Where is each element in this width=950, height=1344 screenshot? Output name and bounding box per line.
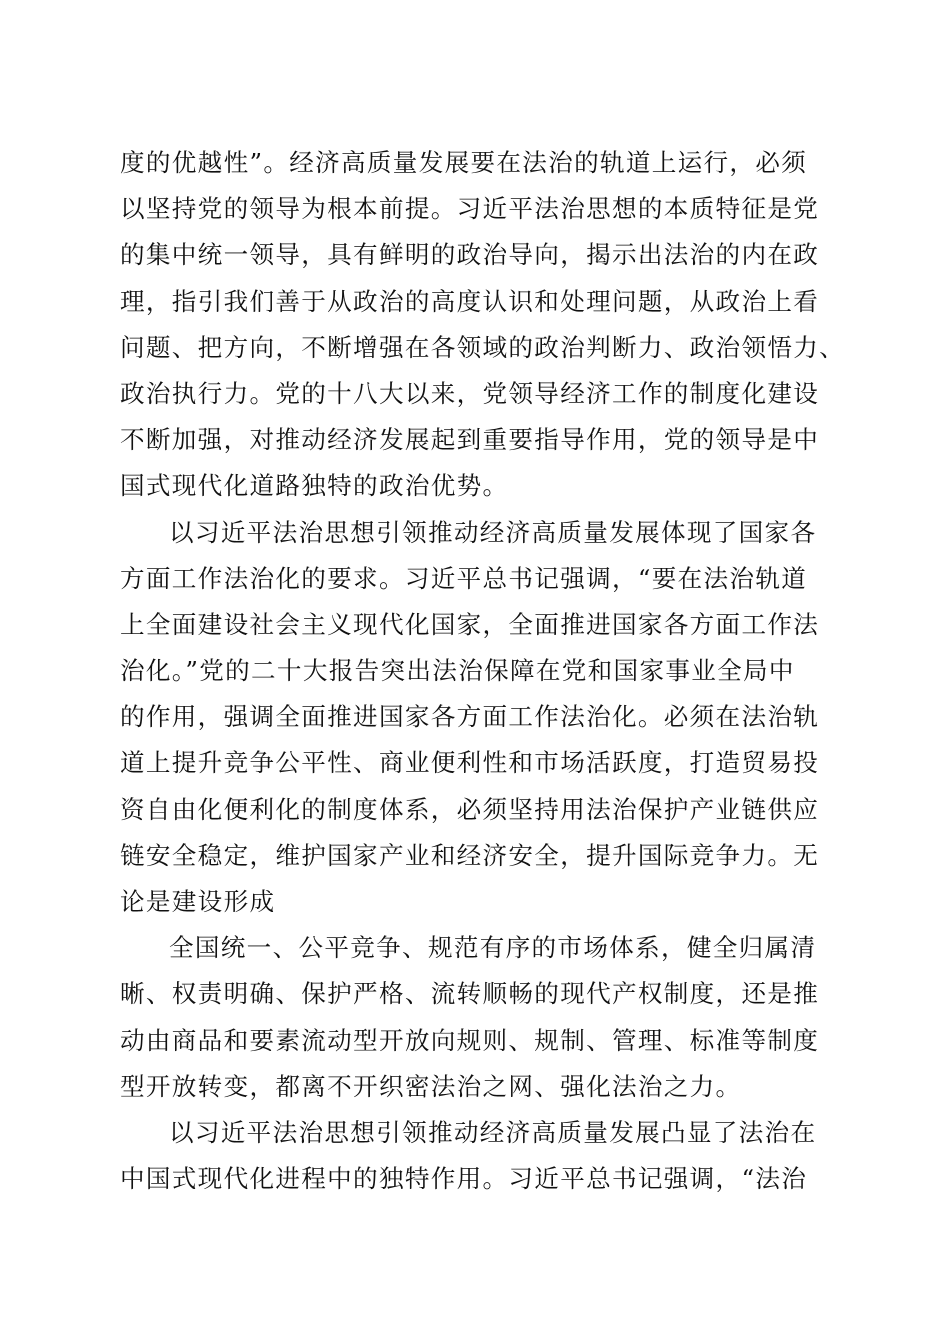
text-line: 链安全稳定，维护国家产业和经济安全，提升国际竞争力。无 [120,840,820,870]
text-line: 中国式现代化进程中的独特作用。习近平总书记强调，“法治 [120,1164,808,1194]
text-line: 以习近平法治思想引领推动经济高质量发展凸显了法治在 [169,1117,817,1147]
text-line: 型开放转变，都离不开织密法治之网、强化法治之力。 [120,1071,742,1101]
text-line: 论是建设形成 [120,887,276,916]
paragraph-4 [120,1110,840,1202]
paragraph-3 [120,925,840,1110]
text-line: 理，指引我们善于从政治的高度认识和处理问题，从政治上看 [120,286,820,316]
text-line: 国式现代化道路独特的政治优势。 [120,471,509,501]
text-line: 以习近平法治思想引领推动经济高质量发展体现了国家各 [169,517,817,547]
text-line: 度的优越性”。经济高质量发展要在法治的轨道上运行，必须 [120,148,808,177]
text-line: 问题、把方向，不断增强在各领域的政治判断力、政治领悟力、 [120,332,846,362]
text-line: 上全面建设社会主义现代化国家，全面推进国家各方面工作法 [120,609,820,639]
text-line: 以坚持党的领导为根本前提。习近平法治思想的本质特征是党 [120,194,820,224]
text-line: 资自由化便利化的制度体系，必须坚持用法治保护产业链供应 [120,794,820,824]
text-line: 治化。”党的二十大报告突出法治保障在党和国家事业全局中 [120,656,795,686]
text-line: 道上提升竞争公平性、商业便利性和市场活跃度，打造贸易投 [120,748,820,778]
text-line: 的集中统一领导，具有鲜明的政治导向，揭示出法治的内在政 [120,240,820,270]
text-line: 全国统一、公平竞争、规范有序的市场体系，健全归属清 [169,933,817,963]
text-line: 政治执行力。党的十八大以来，党领导经济工作的制度化建设 [120,378,820,408]
text-line: 晰、权责明确、保护严格、流转顺畅的现代产权制度，还是推 [120,979,820,1009]
text-line: 方面工作法治化的要求。习近平总书记强调，“要在法治轨道 [120,563,808,593]
text-line: 的作用，强调全面推进国家各方面工作法治化。必须在法治轨 [120,702,820,732]
text-line: 动由商品和要素流动型开放向规则、规制、管理、标准等制度 [120,1025,820,1055]
text-line: 不断加强，对推动经济发展起到重要指导作用，党的领导是中 [120,425,820,455]
paragraph-1 [120,140,846,510]
body-text [120,140,846,1202]
paragraph-2 [120,510,840,926]
